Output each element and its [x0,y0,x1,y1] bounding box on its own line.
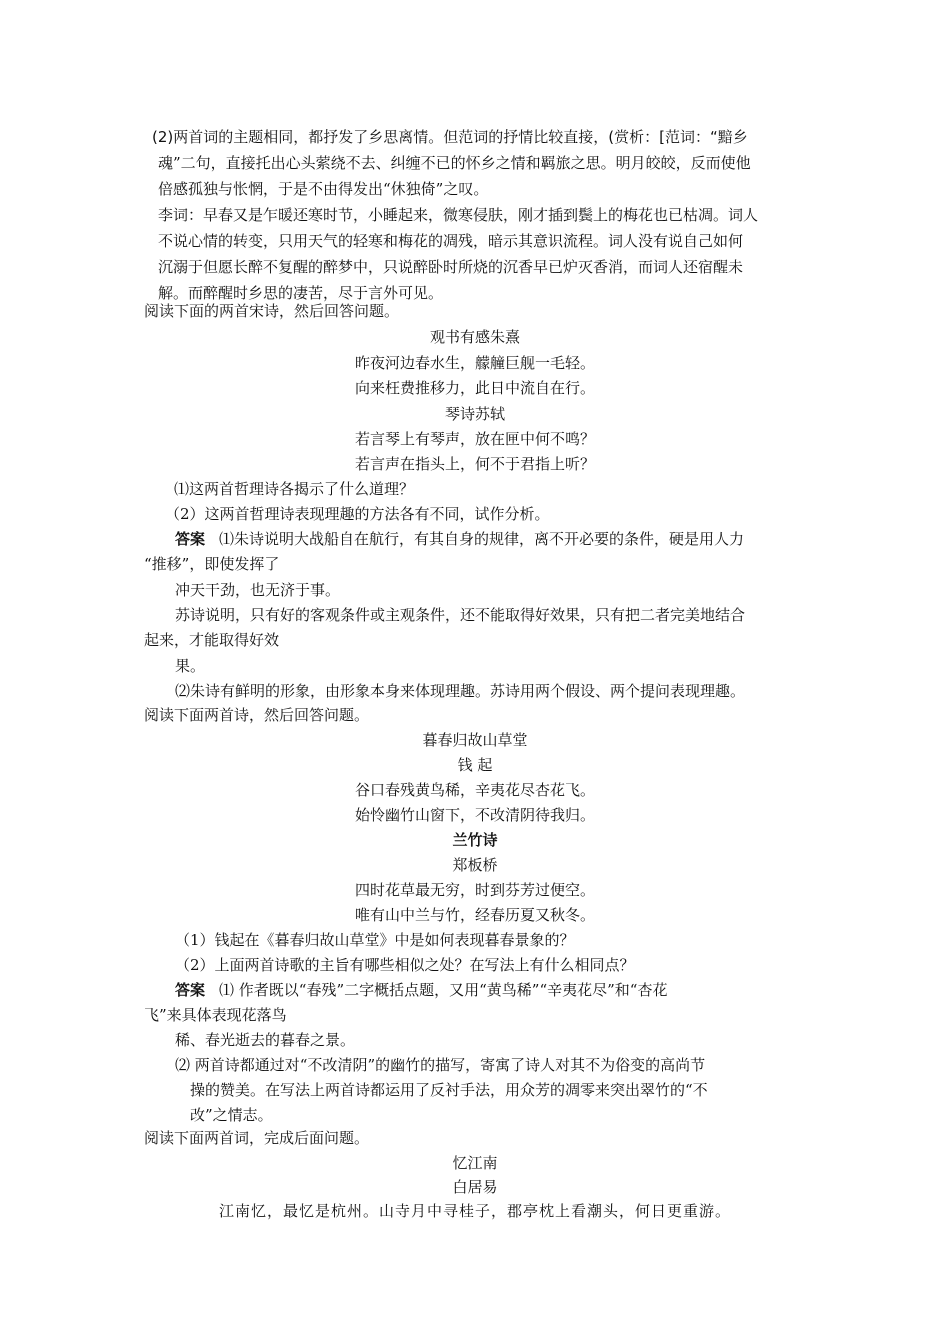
s3-poem1-title: 暮春归故山草堂 [422,731,528,749]
s2-answer-label: 答案 [175,530,206,548]
s3-question-2: （2）上面两首诗歌的主旨有哪些相似之处？在写法上有什么相同点？ [175,956,635,974]
s1-line-4: 李词：早春又是乍暖还寒时节，小睡起来，微寒侵肤，刚才插到鬓上的梅花也已枯凋。词人 [158,206,759,224]
s3-answer-label: 答案 [175,981,206,999]
s3-answer-line1: 答案 ⑴ 作者既以“春残”二字概括点题，又用“黄鸟稀”“辛夷花尽”和“杏花 [175,981,668,999]
s2-question-2: （2）这两首哲理诗表现理趣的方法各有不同，试作分析。 [165,505,550,523]
s3-poem2-title: 兰竹诗 [452,831,498,849]
s3-poem1-line2: 始怜幽竹山窗下，不改清阴待我归。 [354,806,595,824]
s2-answer-line4: 苏诗说明，只有好的客观条件或主观条件，还不能取得好效果，只有把二者完美地结合 [175,606,746,624]
s2-poem1-title: 观书有感朱熹 [429,328,520,346]
s2-intro: 阅读下面的两首宋诗，然后回答问题。 [144,302,400,320]
s2-answer-line7: ⑵朱诗有鲜明的形象，由形象本身来体现理趣。苏诗用两个假设、两个提问表现理趣。 [175,682,746,700]
s2-answer-line3: 冲天干劲，也无济于事。 [175,581,341,599]
s1-line-3: 倍感孤独与怅惘，于是不由得发出“休独倚”之叹。 [158,180,489,198]
s3-answer-line6: 改”之情志。 [190,1106,273,1124]
s2-answer-line6: 果。 [175,657,206,675]
s3-intro: 阅读下面两首诗，然后回答问题。 [144,706,370,724]
s3-poem2-line2: 唯有山中兰与竹，经春历夏又秋冬。 [354,906,595,924]
s2-poem2-line2: 若言声在指头上，何不于君指上听？ [354,455,595,473]
s3-answer-line2: 飞”来具体表现花落鸟 [144,1006,287,1024]
s1-line-1: (2)两首词的主题相同，都抒发了乡思离情。但范词的抒情比较直接，(赏析：[范词：“黯乡 [152,128,748,146]
s2-answer-line1: 答案 ⑴朱诗说明大战船自在航行，有其自身的规律，离不开必要的条件，硬是用人力 [175,530,745,548]
s4-intro: 阅读下面两首词，完成后面问题。 [144,1129,370,1147]
s3-answer-line3: 稀、春光逝去的暮春之景。 [175,1031,356,1049]
s1-line-7: 解。而醉醒时乡思的凄苦，尽于言外可见。 [158,284,444,302]
s3-poem2-author: 郑板桥 [452,856,498,874]
s2-poem1-line1: 昨夜河边春水生，艨艟巨舰一毛轻。 [354,354,595,372]
s3-answer-line5: 操的赞美。在写法上两首诗都运用了反衬手法，用众芳的凋零来突出翠竹的“不 [190,1081,708,1099]
s3-poem1-line1: 谷口春残黄鸟稀，辛夷花尽杏花飞。 [354,781,595,799]
s1-line-2: 魂”二句，直接托出心头萦绕不去、纠缠不已的怀乡之情和羁旅之思。明月皎皎，反而使他 [158,154,751,172]
s2-poem2-line1: 若言琴上有琴声，放在匣中何不鸣？ [354,430,595,448]
s4-poem-line1: 江南忆，最忆是杭州。山寺月中寻桂子，郡亭枕上看潮头，何日更重游。 [218,1202,731,1220]
s2-poem2-title: 琴诗苏轼 [444,405,505,423]
s3-poem1-author: 钱 起 [457,756,493,774]
s1-line-6: 沉溺于但愿长醉不复醒的醉梦中，只说醉卧时所烧的沉香早已炉灭香消，而词人还宿醒未 [158,258,744,276]
s1-line-5: 不说心情的转变，只用天气的轻寒和梅花的凋残，暗示其意识流程。词人没有说自己如何 [158,232,744,250]
s4-poem-author: 白居易 [452,1178,498,1196]
s3-answer-line4: ⑵ 两首诗都通过对“不改清阴”的幽竹的描写，寄寓了诗人对其不为俗变的高尚节 [175,1056,706,1074]
s3-question-1: （1）钱起在《暮春归故山草堂》中是如何表现暮春景象的？ [175,931,575,949]
s3-poem2-line1: 四时花草最无穷，时到芬芳过便空。 [354,881,595,899]
s2-answer-line2: “推移”，即使发挥了 [144,555,280,573]
s2-question-1: ⑴这两首哲理诗各揭示了什么道理？ [174,480,415,498]
s4-poem-title: 忆江南 [452,1154,498,1172]
s2-answer-line5: 起来，才能取得好效 [144,631,280,649]
s2-poem1-line2: 向来枉费推移力，此日中流自在行。 [354,379,595,397]
